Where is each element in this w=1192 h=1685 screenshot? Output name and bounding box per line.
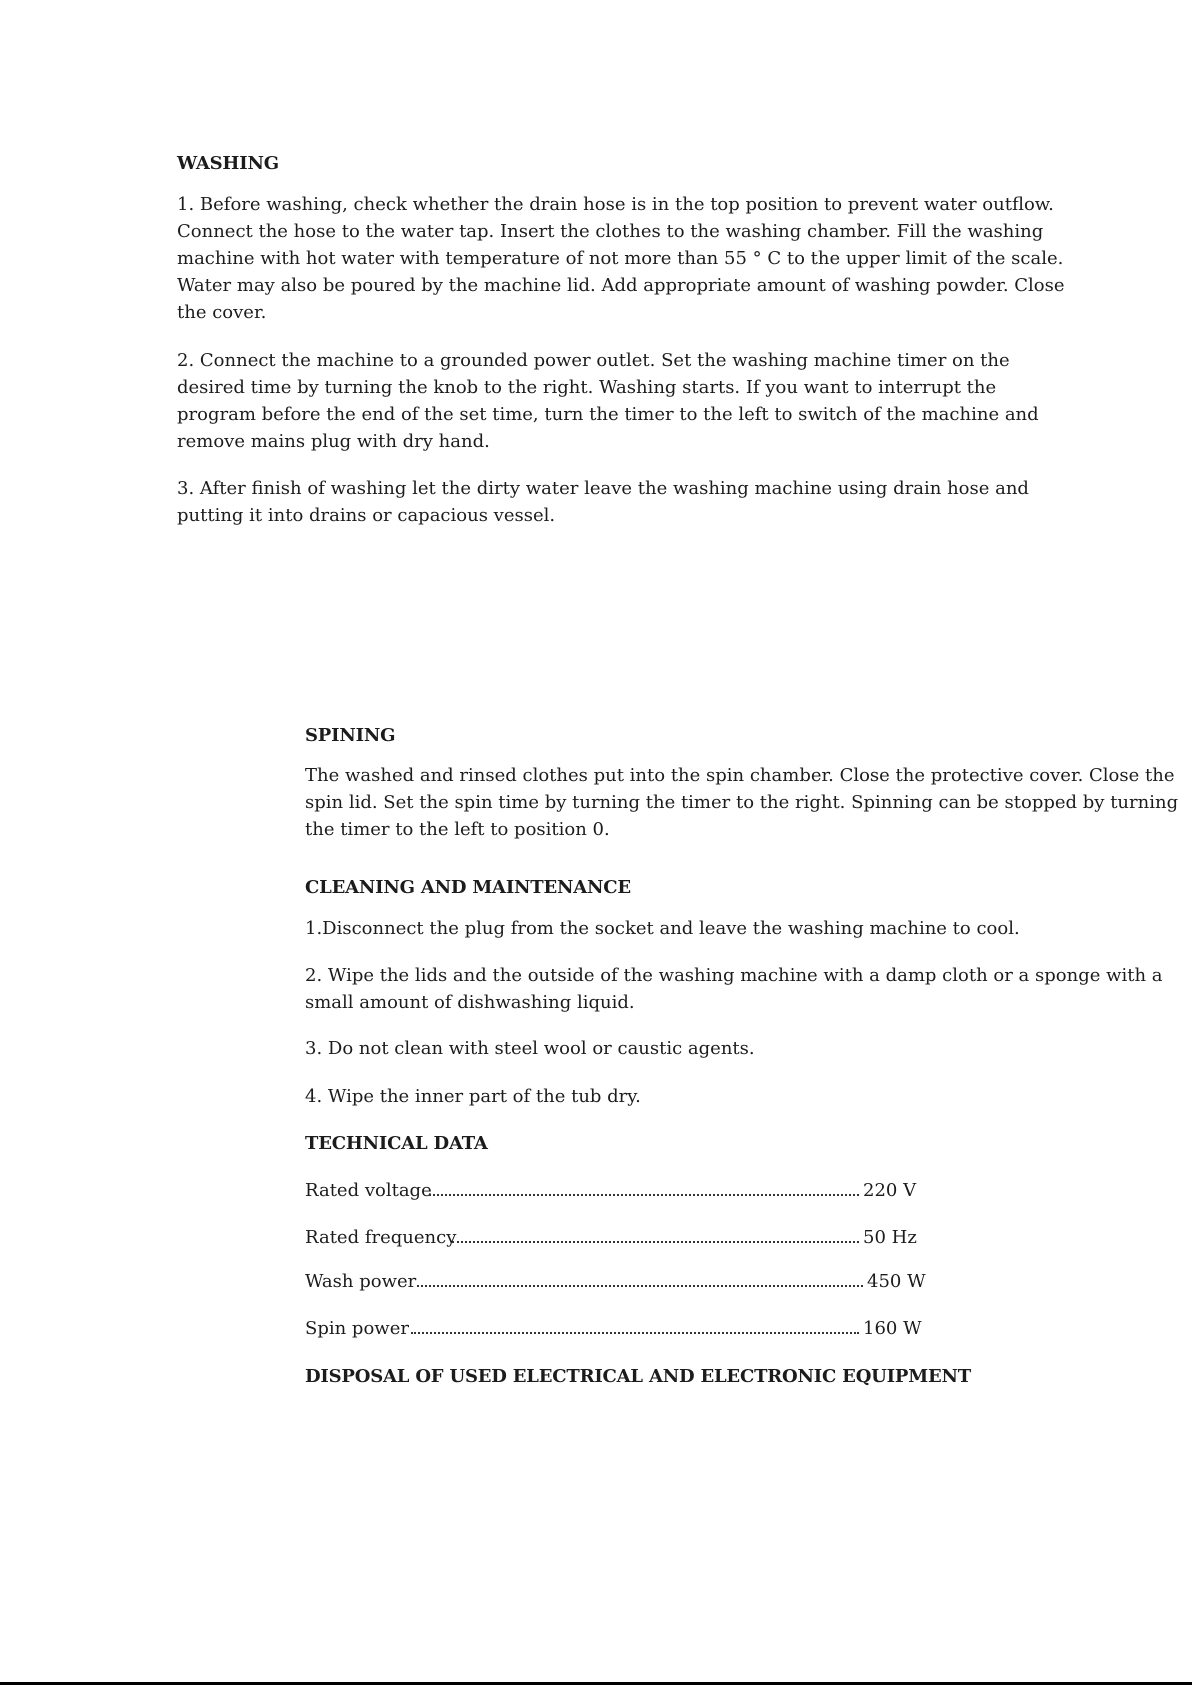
dot-leader (411, 1332, 859, 1334)
text-line: program before the end of the set time, turn the timer to the left to switch of the machine and (177, 404, 1039, 425)
text-line: 1. Before washing, check whether the drain hose is in the top position to prevent water outflow. (177, 194, 1054, 215)
text-line: putting it into drains or capacious vessel. (177, 505, 556, 526)
spec-label: Rated voltage (305, 1180, 432, 1201)
text-line: small amount of dishwashing liquid. (305, 992, 635, 1013)
spining-paragraph (305, 762, 1178, 843)
spec-row-wash-power (305, 1268, 925, 1295)
text-line: desired time by turning the knob to the right. Washing starts. If you want to interrupt the (177, 377, 997, 398)
text-line: 3. After finish of washing let the dirty water leave the washing machine using drain hose and (177, 478, 1029, 499)
cleaning-heading: CLEANING AND MAINTENANCE (305, 877, 631, 898)
text-line: Water may also be poured by the machine lid. Add appropriate amount of washing powder. Close (177, 275, 1065, 296)
text-line: 2. Wipe the lids and the outside of the washing machine with a damp cloth or a sponge with a (305, 965, 1163, 986)
spining-heading: SPINING (305, 725, 396, 746)
spec-row-rated-frequency (305, 1224, 925, 1251)
cleaning-item-3 (305, 1035, 755, 1062)
text-line: Connect the hose to the water tap. Insert the clothes to the washing chamber. Fill the washing (177, 221, 1044, 242)
text-line: the cover. (177, 302, 267, 323)
text-line: The washed and rinsed clothes put into the spin chamber. Close the protective cover. Close the (305, 765, 1175, 786)
text-line: the timer to the left to position 0. (305, 819, 610, 840)
cleaning-item-4 (305, 1083, 641, 1110)
spec-label: Rated frequency (305, 1227, 457, 1248)
spec-label: Spin power (305, 1318, 409, 1339)
spec-value: 160 W (863, 1318, 922, 1339)
text-line: 4. Wipe the inner part of the tub dry. (305, 1086, 641, 1107)
text-line: 1.Disconnect the plug from the socket and leave the washing machine to cool. (305, 918, 1020, 939)
text-line: 3. Do not clean with steel wool or caustic agents. (305, 1038, 755, 1059)
spec-row-rated-voltage (305, 1177, 925, 1204)
spec-label: Wash power (305, 1271, 417, 1292)
cleaning-item-1 (305, 915, 1020, 942)
washing-paragraph-3 (177, 475, 1029, 529)
disposal-heading: DISPOSAL OF USED ELECTRICAL AND ELECTRONIC EQUIPMENT (305, 1366, 971, 1387)
text-line: remove mains plug with dry hand. (177, 431, 490, 452)
dot-leader (452, 1241, 859, 1243)
spec-value: 50 Hz (863, 1227, 917, 1248)
text-line: 2. Connect the machine to a grounded power outlet. Set the washing machine timer on the (177, 350, 1010, 371)
spec-value: 450 W (867, 1271, 926, 1292)
cleaning-item-2 (305, 962, 1163, 1016)
text-line: machine with hot water with temperature of not more than 55 ° C to the upper limit of the scale. (177, 248, 1064, 269)
spec-value: 220 V (863, 1180, 917, 1201)
washing-heading: WASHING (177, 153, 279, 174)
spec-row-spin-power (305, 1315, 925, 1342)
dot-leader (429, 1194, 859, 1196)
washing-paragraph-2 (177, 347, 1039, 455)
technical-data-heading: TECHNICAL DATA (305, 1133, 488, 1154)
washing-paragraph-1 (177, 191, 1065, 326)
text-line: spin lid. Set the spin time by turning the timer to the right. Spinning can be stopped by turning (305, 792, 1179, 813)
dot-leader (417, 1285, 863, 1287)
